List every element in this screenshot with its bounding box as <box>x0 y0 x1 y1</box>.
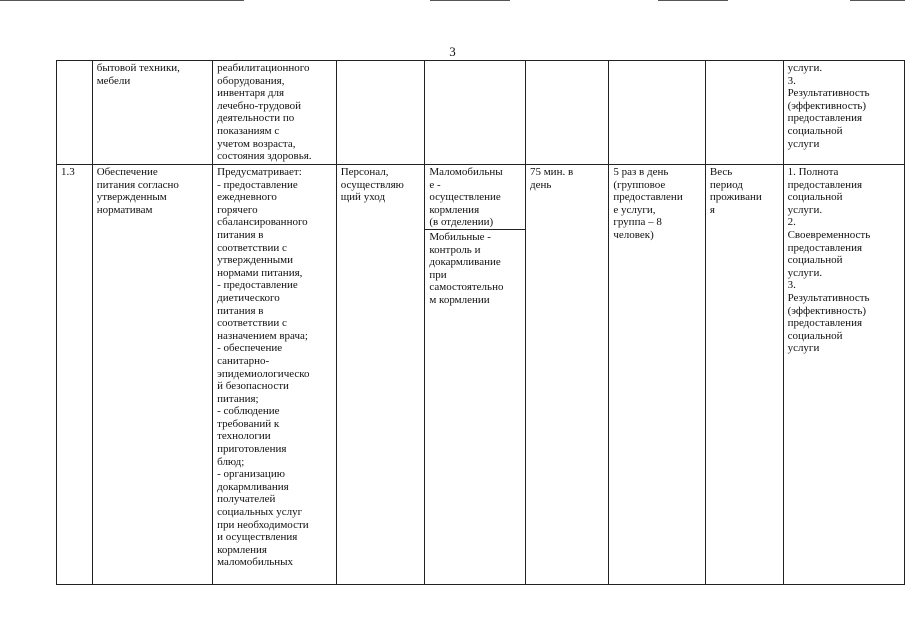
text-line: мебели <box>96 74 131 87</box>
text-line: 75 мин. в <box>529 166 574 178</box>
text-line: предоставлени <box>613 191 683 204</box>
text-line: питания в <box>217 304 264 317</box>
group-low-mobility <box>425 165 525 230</box>
text-line: при необходимости <box>217 518 309 531</box>
text-line: эпидемиологическо <box>217 367 310 380</box>
cell-period <box>705 165 783 585</box>
text-line: е услуги, <box>613 203 656 216</box>
text-line: состояния здоровья. <box>217 150 312 163</box>
services-table <box>56 60 905 585</box>
cell-provider <box>336 165 425 585</box>
text-line: диетического <box>217 291 280 304</box>
text-line: социальных услуг <box>217 506 303 519</box>
text-line: социальной <box>787 124 843 137</box>
text-line: период <box>709 178 743 191</box>
text-line: нормами питания, <box>217 266 303 279</box>
text-line: технологии <box>217 430 271 443</box>
text-line: (эффективность) <box>787 99 867 112</box>
text-line: Мобильные - <box>429 230 491 243</box>
text-line: социальной <box>787 191 843 204</box>
text-line: при <box>429 268 447 281</box>
text-line: (эффективность) <box>787 304 867 317</box>
text-line: м кормлении <box>429 293 490 306</box>
text-line: утвержденным <box>96 191 167 204</box>
text-line: предоставления <box>787 178 863 191</box>
scan-artifact-line-center <box>430 0 510 1</box>
text-line: 3. <box>787 279 796 292</box>
cell-time-norm <box>525 61 608 165</box>
group-mobile <box>425 230 525 307</box>
text-line: осуществляю <box>340 178 404 191</box>
table-row-service-1-3 <box>57 165 905 585</box>
text-line: нормативам <box>96 203 153 216</box>
cell-number <box>57 61 93 165</box>
text-line: - предоставление <box>217 279 298 292</box>
text-line: предоставления <box>787 317 863 330</box>
text-line: лечебно-трудовой <box>217 99 301 112</box>
text-line: приготовления <box>217 443 287 456</box>
text-line: горячего <box>217 203 258 216</box>
text-line: контроль и <box>429 243 481 256</box>
text-line: - организацию <box>217 468 285 481</box>
cell-service-name <box>92 165 212 585</box>
text-line: я <box>709 203 715 216</box>
text-line: социальной <box>787 254 843 267</box>
text-line: утвержденными <box>217 254 294 267</box>
scan-artifact-line-right <box>658 0 728 1</box>
text-line: день <box>529 178 552 191</box>
text-line: блюд; <box>217 455 245 468</box>
text-line: Предусматривает: <box>217 166 302 178</box>
text-line: группа – 8 <box>613 216 662 229</box>
text-line: сбалансированного <box>217 216 308 229</box>
text-line: - предоставление <box>217 178 298 191</box>
text-line: кормления <box>217 543 267 556</box>
text-line: 3. <box>787 74 796 87</box>
text-line: социальной <box>787 329 843 342</box>
text-line: санитарно- <box>217 354 270 367</box>
text-line: осуществление <box>429 191 501 204</box>
cell-quality-indicators <box>783 165 904 585</box>
cell-number: 1.3 <box>57 165 93 585</box>
scan-artifact-line-left <box>0 0 244 1</box>
text-line: й безопасности <box>217 380 289 393</box>
text-line: и осуществления <box>217 531 298 544</box>
text-line: получателей <box>217 493 276 506</box>
text-line: услуги. <box>787 62 823 74</box>
text-line: 1. Полнота <box>787 166 839 178</box>
cell-time-norm <box>525 165 608 585</box>
text-line: деятельности по <box>217 112 295 125</box>
text-line: оборудования, <box>217 74 285 87</box>
text-line: е - <box>429 178 441 191</box>
text-line: Маломобильны <box>429 166 503 178</box>
text-line: 5 раз в день <box>613 166 669 178</box>
table-row-continuation <box>57 61 905 165</box>
text-line: требований к <box>217 417 280 430</box>
text-line: (в отделении) <box>429 216 494 229</box>
text-line: питания; <box>217 392 259 405</box>
page-number: 3 <box>449 44 456 59</box>
text-line: Персонал, <box>340 166 389 178</box>
cell-recipient-group <box>425 61 526 165</box>
text-line: предоставления <box>787 241 863 254</box>
text-line: Весь <box>709 166 733 178</box>
text-line: кормления <box>429 203 480 216</box>
text-line: - соблюдение <box>217 405 280 418</box>
text-line: услуги. <box>787 203 823 216</box>
text-line: соответствии с <box>217 241 287 254</box>
text-line: предоставления <box>787 112 863 125</box>
text-line: проживани <box>709 191 762 204</box>
cell-frequency <box>609 165 706 585</box>
text-line: соответствии с <box>217 317 287 330</box>
text-line: учетом возраста, <box>217 137 296 150</box>
text-line: ежедневного <box>217 191 277 204</box>
text-line: показаниям с <box>217 124 280 137</box>
text-line: Своевременность <box>787 228 871 241</box>
text-line: услуги. <box>787 266 823 279</box>
cell-period <box>705 61 783 165</box>
text-line: питания согласно <box>96 178 179 191</box>
text-line: Результативность <box>787 87 870 100</box>
text-line: реабилитационного <box>217 62 310 74</box>
text-line: маломобильных <box>217 556 293 569</box>
cell-service-content <box>213 165 337 585</box>
cell-service-content <box>213 61 337 165</box>
text-line: услуги <box>787 342 820 355</box>
text-line: Результативность <box>787 291 870 304</box>
text-line: - обеспечение <box>217 342 283 355</box>
cell-frequency <box>609 61 706 165</box>
text-line: 2. <box>787 216 796 229</box>
text-line: бытовой техники, <box>96 62 180 74</box>
cell-recipient-group <box>425 165 526 585</box>
text-line: услуги <box>787 137 820 150</box>
text-line: назначением врача; <box>217 329 308 342</box>
text-line: докармливания <box>217 480 289 493</box>
text-line: щий уход <box>340 191 386 204</box>
cell-provider <box>336 61 425 165</box>
text-line: инвентаря для <box>217 87 285 100</box>
text-line: самостоятельно <box>429 281 504 294</box>
text-line: (групповое <box>613 178 666 191</box>
text-line: докармливание <box>429 256 501 269</box>
text-line: питания в <box>217 228 264 241</box>
text-line: человек) <box>613 228 654 241</box>
cell-quality-indicators <box>783 61 904 165</box>
cell-service-name <box>92 61 212 165</box>
text-line: Обеспечение <box>96 166 158 178</box>
scan-artifact-line-right-edge <box>850 0 905 1</box>
